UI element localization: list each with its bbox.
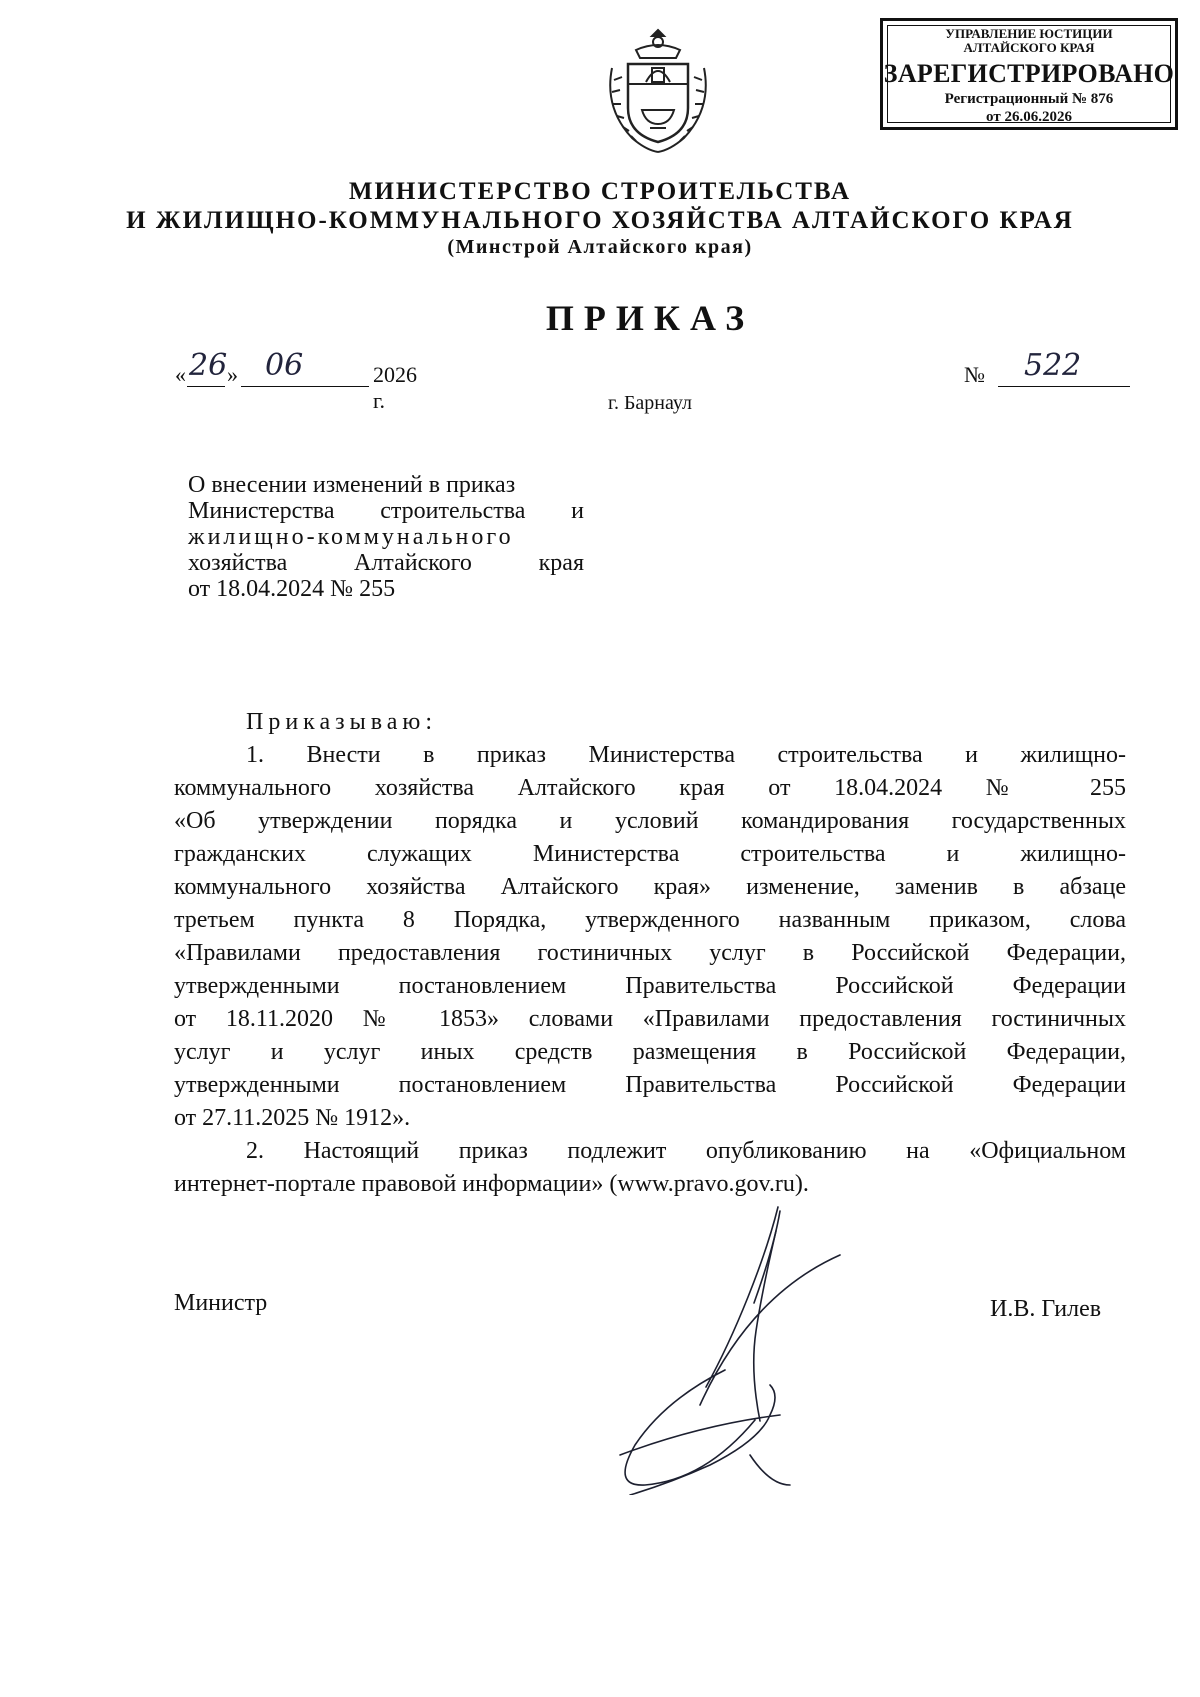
ministry-name-line1: МИНИСТЕРСТВО СТРОИТЕЛЬСТВА [348, 178, 852, 205]
date-month: 06 [265, 348, 304, 383]
signatory-title: Министр [174, 1290, 268, 1316]
registration-stamp [880, 18, 1178, 130]
number-label: № [964, 362, 985, 387]
number-value: 522 [1024, 348, 1082, 383]
ministry-short-name: (Минстрой Алтайского края) [447, 236, 753, 258]
order-intro: Приказываю: [246, 709, 437, 735]
stamp-registration-date: от 26.06.2026 [986, 109, 1072, 125]
paragraph-1-line: услуг и услуг иных средств размещения в Российской Федерации, [174, 1039, 1126, 1065]
ministry-name-line2: И ЖИЛИЩНО-КОММУНАЛЬНОГО ХОЗЯЙСТВА АЛТАЙСКОГО КРАЯ [126, 207, 1074, 234]
paragraph-1-line: 1. Внести в приказ Министерства строительства и жилищно- [246, 742, 1126, 768]
altai-krai-coat-of-arms-icon [598, 24, 718, 158]
paragraph-1-line: третьем пункта 8 Порядка, утвержденного названным приказом, слова [174, 907, 1126, 933]
date-year: 2026 г. [373, 362, 417, 413]
paragraph-1-line: коммунального хозяйства Алтайского края» изменение, заменив в абзаце [174, 874, 1126, 900]
document-title: ПРИКАЗ [545, 298, 755, 338]
date-open-quote: « [175, 362, 186, 387]
order-body [174, 706, 1126, 1201]
signatory-name: И.В. Гилев [990, 1296, 1102, 1322]
month-underline [241, 362, 369, 387]
paragraph-2-line: интернет-портале правовой информации» (www.pravo.gov.ru). [174, 1171, 809, 1197]
subject-line: О внесении изменений в приказ [188, 472, 516, 498]
subject-line: жилищно-коммунального [188, 524, 514, 550]
paragraph-1-line: гражданских служащих Министерства строительства и жилищно- [174, 841, 1126, 867]
paragraph-1-line: «Об утверждении порядка и условий командирования государственных [174, 808, 1126, 834]
stamp-status: ЗАРЕГИСТРИРОВАНО [883, 59, 1175, 88]
order-subject [188, 472, 584, 602]
stamp-organization [883, 27, 1175, 55]
paragraph-1-line: утвержденными постановлением Правительства Российской Федерации [174, 973, 1126, 999]
subject-line: Министерства строительства и [188, 498, 584, 524]
date-day: 26 [189, 348, 228, 383]
city: г. Барнаул [608, 392, 692, 414]
stamp-org-line1: УПРАВЛЕНИЕ ЮСТИЦИИ [945, 26, 1113, 41]
stamp-org-line2: АЛТАЙСКОГО КРАЯ [963, 40, 1095, 55]
paragraph-1-line: от 18.11.2020 № 1853» словами «Правилами предоставления гостиничных [174, 1006, 1126, 1032]
paragraph-1-line: от 27.11.2025 № 1912». [174, 1105, 411, 1131]
subject-line: хозяйства Алтайского края [188, 550, 584, 576]
subject-line: от 18.04.2024 № 255 [188, 576, 396, 602]
paragraph-1-line: коммунального хозяйства Алтайского края от 18.04.2024 № 255 [174, 775, 1126, 801]
date-close-quote: » [227, 362, 238, 387]
paragraph-1-line: утвержденными постановлением Правительства Российской Федерации [174, 1072, 1126, 1098]
stamp-registration-number: Регистрационный № 876 [944, 91, 1114, 107]
handwritten-signature-icon [600, 1205, 880, 1495]
paragraph-1-line: «Правилами предоставления гостиничных услуг в Российской Федерации, [174, 940, 1126, 966]
paragraph-2-line: 2. Настоящий приказ подлежит опубликованию на «Официальном [246, 1138, 1126, 1164]
